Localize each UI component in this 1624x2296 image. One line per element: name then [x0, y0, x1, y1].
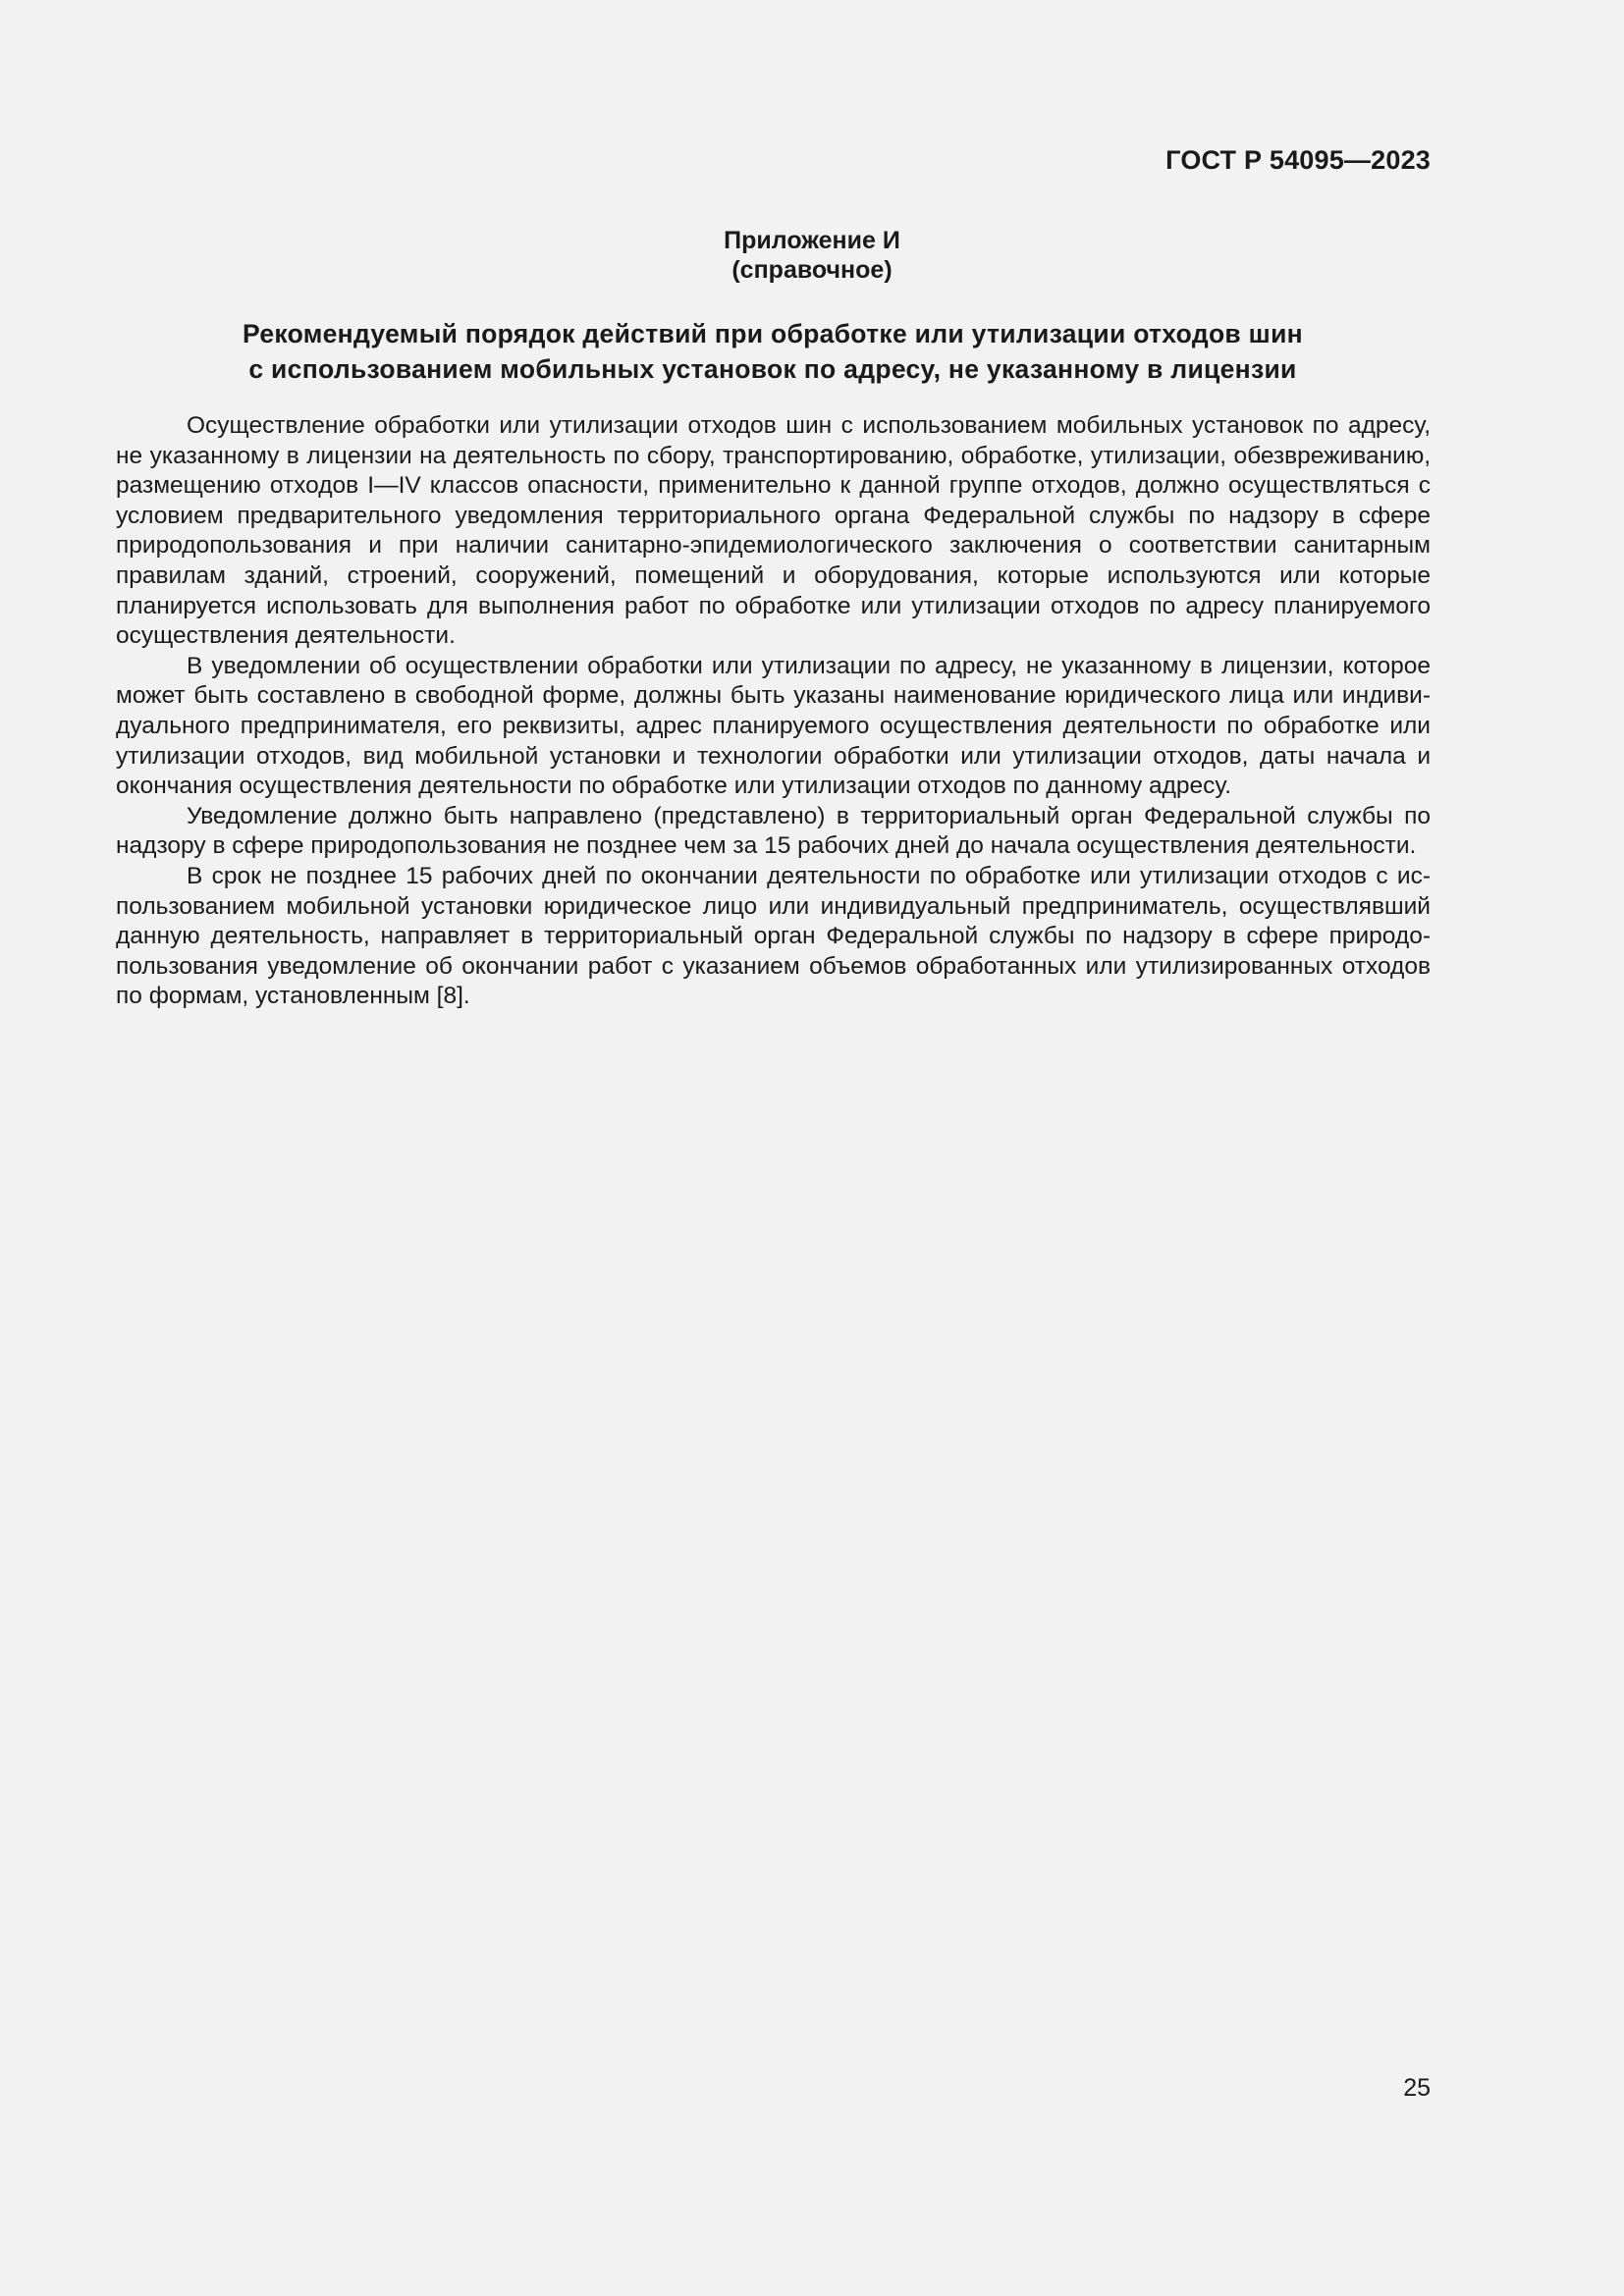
paragraph: Уведомление должно быть направлено (представлено) в территориальный орган Федеральной службы по надзору в сфере природопользования не позднее чем за 15 рабочих дней до начала осуществления деятельности.	[116, 802, 1431, 860]
document-code: ГОСТ Р 54095—2023	[1165, 145, 1431, 175]
appendix-label: Приложение И	[724, 227, 900, 254]
body-text	[116, 411, 1431, 1012]
paragraph: Осуществление обработки или утилизации отходов шин с использованием мобильных установок по адресу, не указанному в лицензии на деятельность по сбору, транспортированию, обработке, утилизации, обезвреживанию, размещению отходов I—IV классов опасности, применительно к данной группе отходов, должно осуществляться с условием предварительного уведомления территориального органа Федеральной службы по надзору в сфере природопользования и при наличии санитарно-эпидемиологического заключения о соответствии санитарным правилам зданий, строений, сооружений, помещений и оборудования, которые используются или которые планируется использовать для выполнения работ по обработке или утилизации отходов по адресу планируемого осуществления деятельности.	[116, 412, 1431, 650]
appendix-title	[177, 316, 1369, 387]
paragraph: В уведомлении об осуществлении обработки или утилизации по адресу, не указанному в лицензии, которое может быть составлено в свободной форме, должны быть указаны наименование юридического лица или индивидуального предпринимателя, его реквизиты, адрес планируемого осуществления деятельности по обработке или утилизации отходов, вид мобильной установки и технологии обработки или утилизации отходов, даты начала и окончания осуществления деятельности по обработке или утилизации отходов по данному адресу.	[116, 652, 1431, 800]
appendix-type: (справочное)	[731, 256, 893, 284]
title-line-2: с использованием мобильных установок по адресу, не указанному в лицензии	[248, 354, 1297, 384]
page-number: 25	[1403, 2074, 1431, 2102]
appendix-heading	[0, 226, 1624, 285]
paragraph: В срок не позднее 15 рабочих дней по окончании деятельности по обработке или утилизации отходов с использованием мобильной установки юридическое лицо или индивидуальный предприниматель, осуществлявший данную деятельность, направляет в территориальный орган Федеральной службы по надзору в сфере природопользования уведомление об окончании работ с указанием объемов обработанных или утилизированных отходов по формам, установленным [8].	[116, 862, 1431, 1010]
title-line-1: Рекомендуемый порядок действий при обработке или утилизации отходов шин	[243, 319, 1303, 348]
